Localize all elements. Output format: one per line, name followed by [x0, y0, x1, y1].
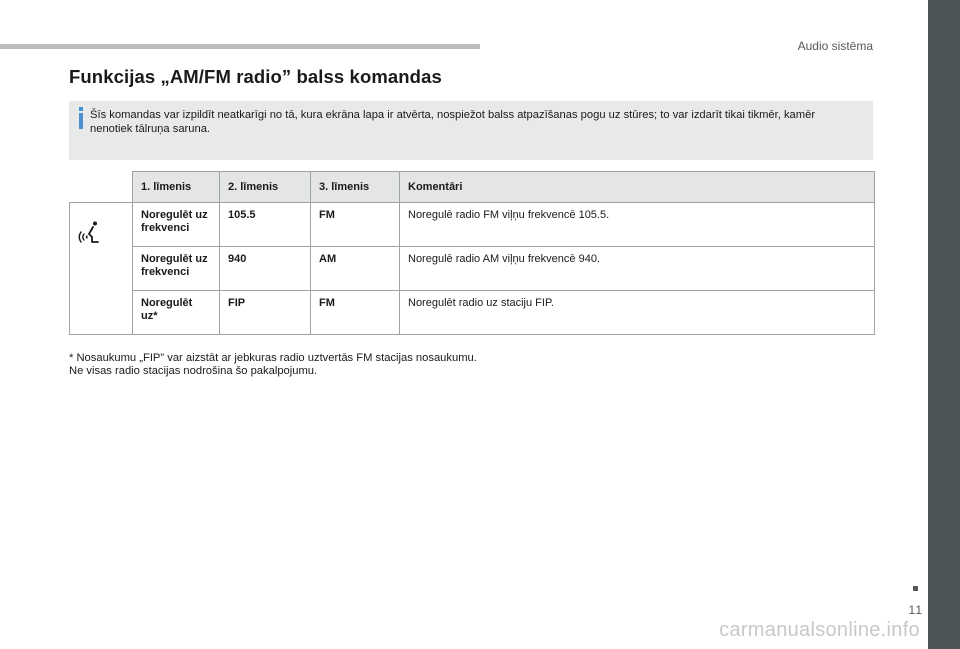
cell-level-2: 105.5 [220, 203, 311, 247]
info-box [69, 101, 873, 160]
table-row [70, 291, 875, 335]
footnote-line-1: * Nosaukumu „FIP” var aizstāt ar jebkuras radio uztvertās FM stacijas nosaukumu. [69, 352, 477, 364]
table-header-level-3: 3. līmenis [311, 172, 400, 203]
table-header-row [70, 172, 875, 203]
cell-comment: Noregulē radio AM viļņu frekvencē 940. [400, 247, 875, 291]
footnote [69, 352, 769, 378]
voice-command-icon-cell [70, 203, 133, 335]
table-row [70, 247, 875, 291]
cell-level-2: 940 [220, 247, 311, 291]
watermark: carmanualsonline.info [719, 619, 920, 641]
table-header-level-1: 1. līmenis [133, 172, 220, 203]
cell-level-3: AM [311, 247, 400, 291]
voice-command-icon [78, 221, 104, 245]
table-header-blank [70, 172, 133, 203]
voice-commands-table [69, 171, 875, 335]
cell-level-1: Noregulēt uz* [133, 291, 220, 335]
info-text: Šīs komandas var izpildīt neatkarīgi no tā, kura ekrāna lapa ir atvērta, nospiežot balss atpazīšanas pogu uz stūres; to var izdarīt tikai tikmēr, kamēr nenotiek tālruņa saruna. [90, 109, 816, 135]
cell-level-1: Noregulēt uz frekvenci [133, 247, 220, 291]
cell-level-2: FIP [220, 291, 311, 335]
table-header-level-2: 2. līmenis [220, 172, 311, 203]
table-row [70, 203, 875, 247]
table-header-comments: Komentāri [400, 172, 875, 203]
page-title: Funkcijas „AM/FM radio” balss komandas [69, 66, 442, 87]
side-strip [928, 0, 960, 649]
cell-level-1: Noregulēt uz frekvenci [133, 203, 220, 247]
section-title: Audio sistēma [797, 39, 873, 53]
cell-comment: Noregulē radio FM viļņu frekvencē 105.5. [400, 203, 875, 247]
cell-level-3: FM [311, 291, 400, 335]
header-rule [0, 44, 480, 49]
cell-comment: Noregulēt radio uz staciju FIP. [400, 291, 875, 335]
page-number: 11 [908, 603, 923, 617]
cell-level-3: FM [311, 203, 400, 247]
footnote-line-2: Ne visas radio stacijas nodrošina šo pakalpojumu. [69, 365, 318, 377]
page-marker [913, 586, 918, 591]
info-icon [79, 107, 83, 129]
